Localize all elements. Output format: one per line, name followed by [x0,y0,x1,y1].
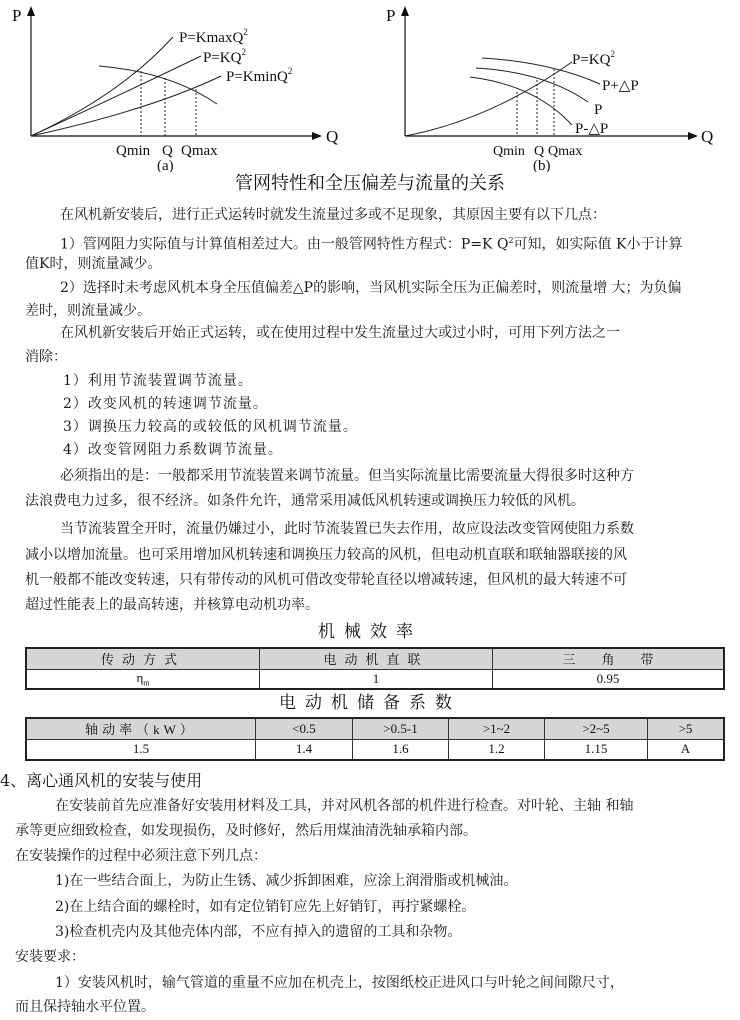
method-1: 1）利用节流装置调节流量。 [63,373,253,389]
system-curve-label: $P=KQ^2$ [572,49,615,68]
curve-kmax [31,37,173,136]
paragraph-4-line-2: 消除： [25,349,67,365]
paragraph-6-line-3: 机一般都不能改变转速，只有带传动的风机可借改变带轮直径以增减转速，但风机的最大转速不可 [25,572,627,588]
eta-symbol: η [136,669,144,685]
table-row [26,739,724,760]
figure-b-svg [370,0,740,172]
x-axis-label: Q [701,127,714,146]
table-1-header: 传动方式 [26,648,260,669]
paragraph-3-line-2: 差时，则流量减少。 [25,303,151,319]
paragraph-4-line-1: 在风机新安装后开始正式运转，或在使用过程中发生流量过大或过小时，可用下列方法之一 [60,325,620,341]
figure-a [0,0,370,172]
method-2: 2）改变风机的转速调节流量。 [63,396,268,412]
system-curve [405,62,572,136]
subscript: m [143,678,150,688]
table-1-title: 机械效率 [318,622,422,642]
paragraph-3-line-1: 2）选择时未考虑风机本身全压值偏差△P的影响，当风机实际全压为正偏差时，则流量增 大；为负偏 [60,280,682,296]
y-axis-label: P [12,6,22,25]
section-4-paragraph-1-line-1: 在安装前首先应准备好安装用材料及工具，并对风机各部的机件进行检查。对叶轮、主轴 和轴 [55,798,634,814]
table-2-cell: A [648,739,725,760]
paragraph-1: 在风机新安装后，进行正式运转时就发生流量过多或不足现象，其原因主要有以下几点： [60,207,606,223]
paragraph-2-line-2: 值K时，则流量减少。 [25,256,162,272]
requirement-1-line-2: 而且保持轴水平位置。 [15,999,155,1015]
method-3: 3）调换压力较高的或较低的风机调节流量。 [63,419,358,435]
y-axis-arrow-icon [401,6,409,16]
table-1-row-label [26,669,260,689]
table-2-cell: 1.15 [545,739,648,760]
table-1-header-row [26,648,724,669]
paragraph-5-line-1: 必须指出的是：一般都采用节流装置来调节流量。但当实际流量比需要流量大得很多时这种方 [60,468,634,484]
paragraph-2-text: 1）管网阻力实际值与计算值相差过大。由一般管网特性方程式：P=K Q [60,236,509,253]
y-axis-label: P [386,6,396,25]
x-axis-label: Q [326,127,339,146]
table-2-cell: 1.5 [26,739,256,760]
superscript: 2 [508,236,514,245]
figure-a-svg [0,0,370,172]
curve-kmin [31,76,221,136]
table-2-header: >0.5-1 [353,718,449,739]
table-2-header: <0.5 [256,718,353,739]
tick-qmax: Qmax [181,143,218,159]
fan-curve-minus [470,77,572,125]
figure-b [370,0,740,172]
figure-a-label: (a) [157,158,174,172]
method-4: 4）改变管网阻力系数调节流量。 [63,442,283,458]
curve-label-kmin: P=KminQ$^2$ [226,66,293,85]
table-2-header: >2~5 [545,718,648,739]
tick-q: Q [534,144,545,159]
table-1-header: 电动机直联 [260,648,493,669]
point-3: 3)检查机壳内及其他壳体内部，不应有掉入的遗留的工具和杂物。 [55,924,462,940]
table-1-cell: 1 [260,669,493,689]
paragraph-6-line-4: 超过性能表上的最高转速，并核算电动机功率。 [25,597,319,613]
paragraph-6-line-2: 减小以增加流量。也可采用增加风机转速和调换压力较高的风机，但电动机直联和联轴器联接的风 [25,547,627,563]
y-axis-arrow-icon [27,6,35,16]
x-axis-arrow-icon [312,132,322,140]
table-2-header-row [26,718,724,739]
table-row [26,669,724,689]
tick-q: Q [162,143,173,159]
paragraph-5-line-2: 法浪费电力过多，很不经济。如条件允许，通常采用减低风机转速或调换压力较低的风机。 [25,493,585,509]
table-1 [25,647,725,690]
figure-caption: 管网特性和全压偏差与流量的关系 [235,173,505,194]
curve-label-kmax: P=KmaxQ$^2$ [179,27,248,46]
point-1: 1)在一些结合面上，为防止生锈、减少拆卸困难，应涂上润滑脂或机械油。 [55,873,518,889]
point-2: 2)在上结合面的螺栓时，如有定位销钉应先上好销钉，再拧紧螺栓。 [55,899,476,915]
fan-curve-label-plus: P+△P [602,78,639,94]
paragraph-6-line-1: 当节流装置全开时，流量仍嫌过小，此时节流装置已失去作用，故应设法改变管网使阻力系数 [60,521,634,537]
tick-qmax: Qmax [548,144,583,159]
table-2-cell: 1.4 [256,739,353,760]
table-2 [25,717,725,761]
section-4-heading: 4、离心通风机的安装与使用 [0,771,203,790]
table-2-cell: 1.6 [353,739,449,760]
table-2-title: 电动机储备系数 [279,693,461,713]
paragraph-2-line-1 [60,234,682,252]
x-axis-arrow-icon [688,132,698,140]
requirements-label: 安装要求： [15,949,85,965]
tick-qmin: Qmin [116,143,151,159]
section-4-paragraph-1-line-2: 承等更应细致检查，如发现损伤，及时修好，然后用煤油清洗轴承箱内部。 [15,823,477,839]
table-2-header: 轴动率（kW） [26,718,256,739]
curve-label-k: $P=KQ^2$ [203,47,246,66]
table-1-header: 三 角 带 [493,648,725,669]
table-1-cell: 0.95 [493,669,725,689]
section-4-paragraph-2: 在安装操作的过程中必须注意下列几点： [15,848,267,864]
paragraph-2-text-b: 可知，如实际值 K小于计算 [513,236,683,253]
table-2-header: >1~2 [449,718,545,739]
tick-qmin: Qmin [493,144,525,159]
fan-curve [99,66,217,104]
requirement-1-line-1: 1）安装风机时，输气管道的重量不应加在机壳上，按图纸校正进风口与叶轮之间间隙尺寸， [55,975,624,991]
figure-b-label: (b) [533,158,551,172]
table-2-cell: 1.2 [449,739,545,760]
fan-curve-label-minus: P-△P [575,121,609,137]
fan-curve-label-nominal: P [594,102,603,118]
table-2-header: >5 [648,718,725,739]
